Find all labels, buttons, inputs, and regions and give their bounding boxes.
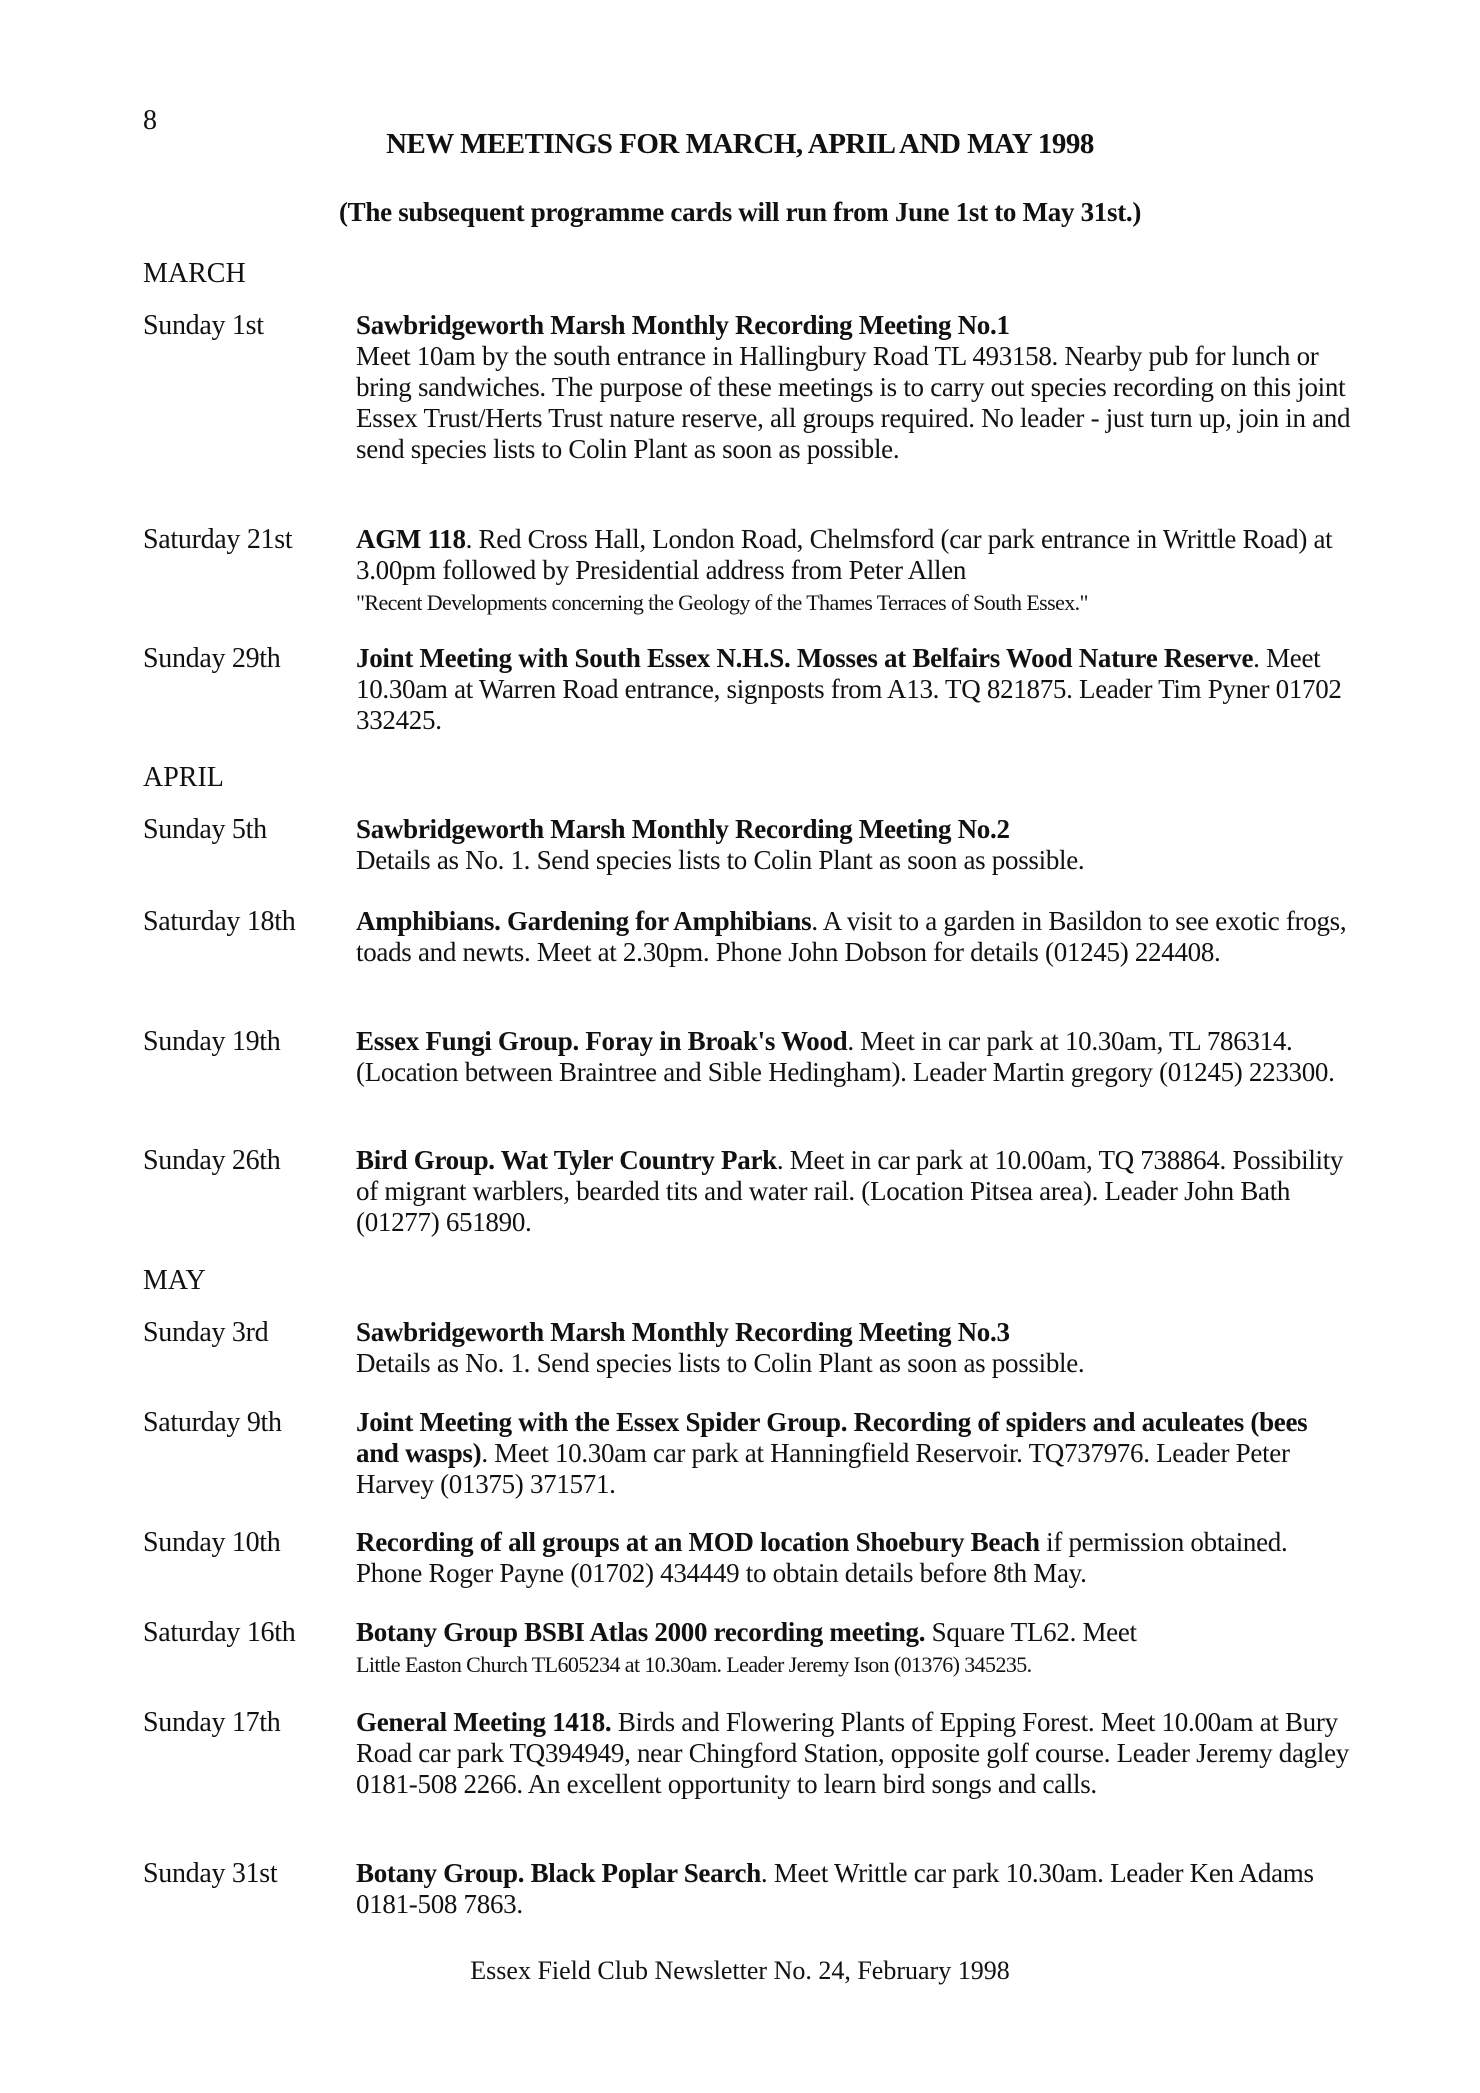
event-date: Sunday 19th (143, 1026, 281, 1057)
event-details-extra: "Recent Developments concerning the Geology of the Thames Terraces of South Essex." (356, 590, 1088, 615)
page-title: NEW MEETINGS FOR MARCH, APRIL AND MAY 1998 (386, 128, 1094, 160)
event-title: Amphibians. Gardening for Amphibians (356, 906, 812, 936)
event-date: Saturday 18th (143, 906, 296, 937)
event-title: AGM 118 (356, 524, 466, 554)
event-title: Sawbridgeworth Marsh Monthly Recording Meeting No.1 (356, 310, 1010, 340)
page-footer: Essex Field Club Newsletter No. 24, February 1998 (470, 1956, 1010, 1985)
event-details: Meet 10am by the south entrance in Hallingbury Road TL 493158. Nearby pub for lunch or bring sandwiches. The purpose of these meetings is to carry out species recording on this joint Essex Trust/Herts Trust nature reserve, all groups required. No leader - just turn up, join in and send species lists to Colin Plant as soon as possible. (356, 341, 1351, 464)
event-description (356, 1026, 1356, 1088)
event-date: Sunday 31st (143, 1858, 278, 1889)
event-description (356, 1407, 1356, 1500)
month-heading-march: MARCH (143, 258, 246, 289)
event-details: . Meet in car park at 10.30am, TL 786314. (Location between Braintree and Sible Hedingham). Leader Martin gregory (01245) 223300. (356, 1026, 1335, 1087)
month-heading-april: APRIL (143, 762, 224, 793)
event-description (356, 906, 1356, 968)
event-title: Sawbridgeworth Marsh Monthly Recording Meeting No.3 (356, 1317, 1010, 1347)
event-date: Sunday 1st (143, 310, 264, 341)
event-details: . Meet 10.30am at Warren Road entrance, signposts from A13. TQ 821875. Leader Tim Pyner 01702 332425. (356, 643, 1342, 735)
page-number: 8 (143, 105, 157, 136)
event-date: Saturday 21st (143, 524, 293, 555)
event-description (356, 814, 1356, 876)
event-title: Sawbridgeworth Marsh Monthly Recording Meeting No.2 (356, 814, 1010, 844)
event-date: Sunday 3rd (143, 1317, 269, 1348)
event-title: Botany Group. Black Poplar Search (356, 1858, 761, 1888)
page-subtitle: (The subsequent programme cards will run from June 1st to May 31st.) (338, 197, 1142, 227)
event-details: Square TL62. Meet (925, 1617, 1137, 1647)
event-details: . Red Cross Hall, London Road, Chelmsford (car park entrance in Writtle Road) at 3.00pm followed by Presidential address from Peter Allen (356, 524, 1333, 585)
event-description (356, 1527, 1356, 1589)
event-title: Botany Group BSBI Atlas 2000 recording meeting. (356, 1617, 926, 1647)
event-date: Sunday 5th (143, 814, 267, 845)
event-description (356, 1707, 1356, 1800)
event-details: . A visit to a garden in Basildon to see exotic frogs, toads and newts. Meet at 2.30pm. Phone John Dobson for details (01245) 224408. (356, 906, 1347, 967)
event-details: . Meet Writtle car park 10.30am. Leader Ken Adams 0181-508 7863. (356, 1858, 1314, 1919)
month-heading-may: MAY (143, 1265, 206, 1296)
event-details: Details as No. 1. Send species lists to Colin Plant as soon as possible. (356, 845, 1085, 875)
event-date: Sunday 29th (143, 643, 281, 674)
event-description (356, 310, 1356, 465)
event-title: Recording of all groups at an MOD location Shoebury Beach (356, 1527, 1040, 1557)
event-title: General Meeting 1418. (356, 1707, 612, 1737)
event-title: Bird Group. Wat Tyler Country Park (356, 1145, 777, 1175)
event-date: Sunday 17th (143, 1707, 281, 1738)
event-details: Birds and Flowering Plants of Epping Forest. Meet 10.00am at Bury Road car park TQ394949, near Chingford Station, opposite golf course. Leader Jeremy dagley 0181-508 2266. An excellent opportunity to learn bird songs and calls. (356, 1707, 1349, 1799)
event-description (356, 1317, 1356, 1379)
event-title: Joint Meeting with the Essex Spider Group. Recording of spiders and aculeates (bees and wasps) (356, 1407, 1308, 1468)
event-date: Saturday 16th (143, 1617, 296, 1648)
event-description (356, 1145, 1356, 1238)
event-details: . Meet 10.30am car park at Hanningfield Reservoir. TQ737976. Leader Peter Harvey (01375) 371571. (356, 1438, 1290, 1499)
event-description (356, 643, 1356, 736)
event-description (356, 524, 1356, 618)
event-title: Joint Meeting with South Essex N.H.S. Mosses at Belfairs Wood Nature Reserve (356, 643, 1254, 673)
event-details: if permission obtained. Phone Roger Payne (01702) 434449 to obtain details before 8th May. (356, 1527, 1288, 1588)
event-description (356, 1858, 1356, 1920)
event-details: . Meet in car park at 10.00am, TQ 738864. Possibility of migrant warblers, bearded tits and water rail. (Location Pitsea area). Leader John Bath (01277) 651890. (356, 1145, 1344, 1237)
event-description (356, 1617, 1356, 1680)
event-date: Sunday 10th (143, 1527, 281, 1558)
event-date: Saturday 9th (143, 1407, 282, 1438)
event-details-extra: Little Easton Church TL605234 at 10.30am. Leader Jeremy Ison (01376) 345235. (356, 1652, 1032, 1677)
event-title: Essex Fungi Group. Foray in Broak's Wood (356, 1026, 848, 1056)
event-details: Details as No. 1. Send species lists to Colin Plant as soon as possible. (356, 1348, 1085, 1378)
event-date: Sunday 26th (143, 1145, 281, 1176)
